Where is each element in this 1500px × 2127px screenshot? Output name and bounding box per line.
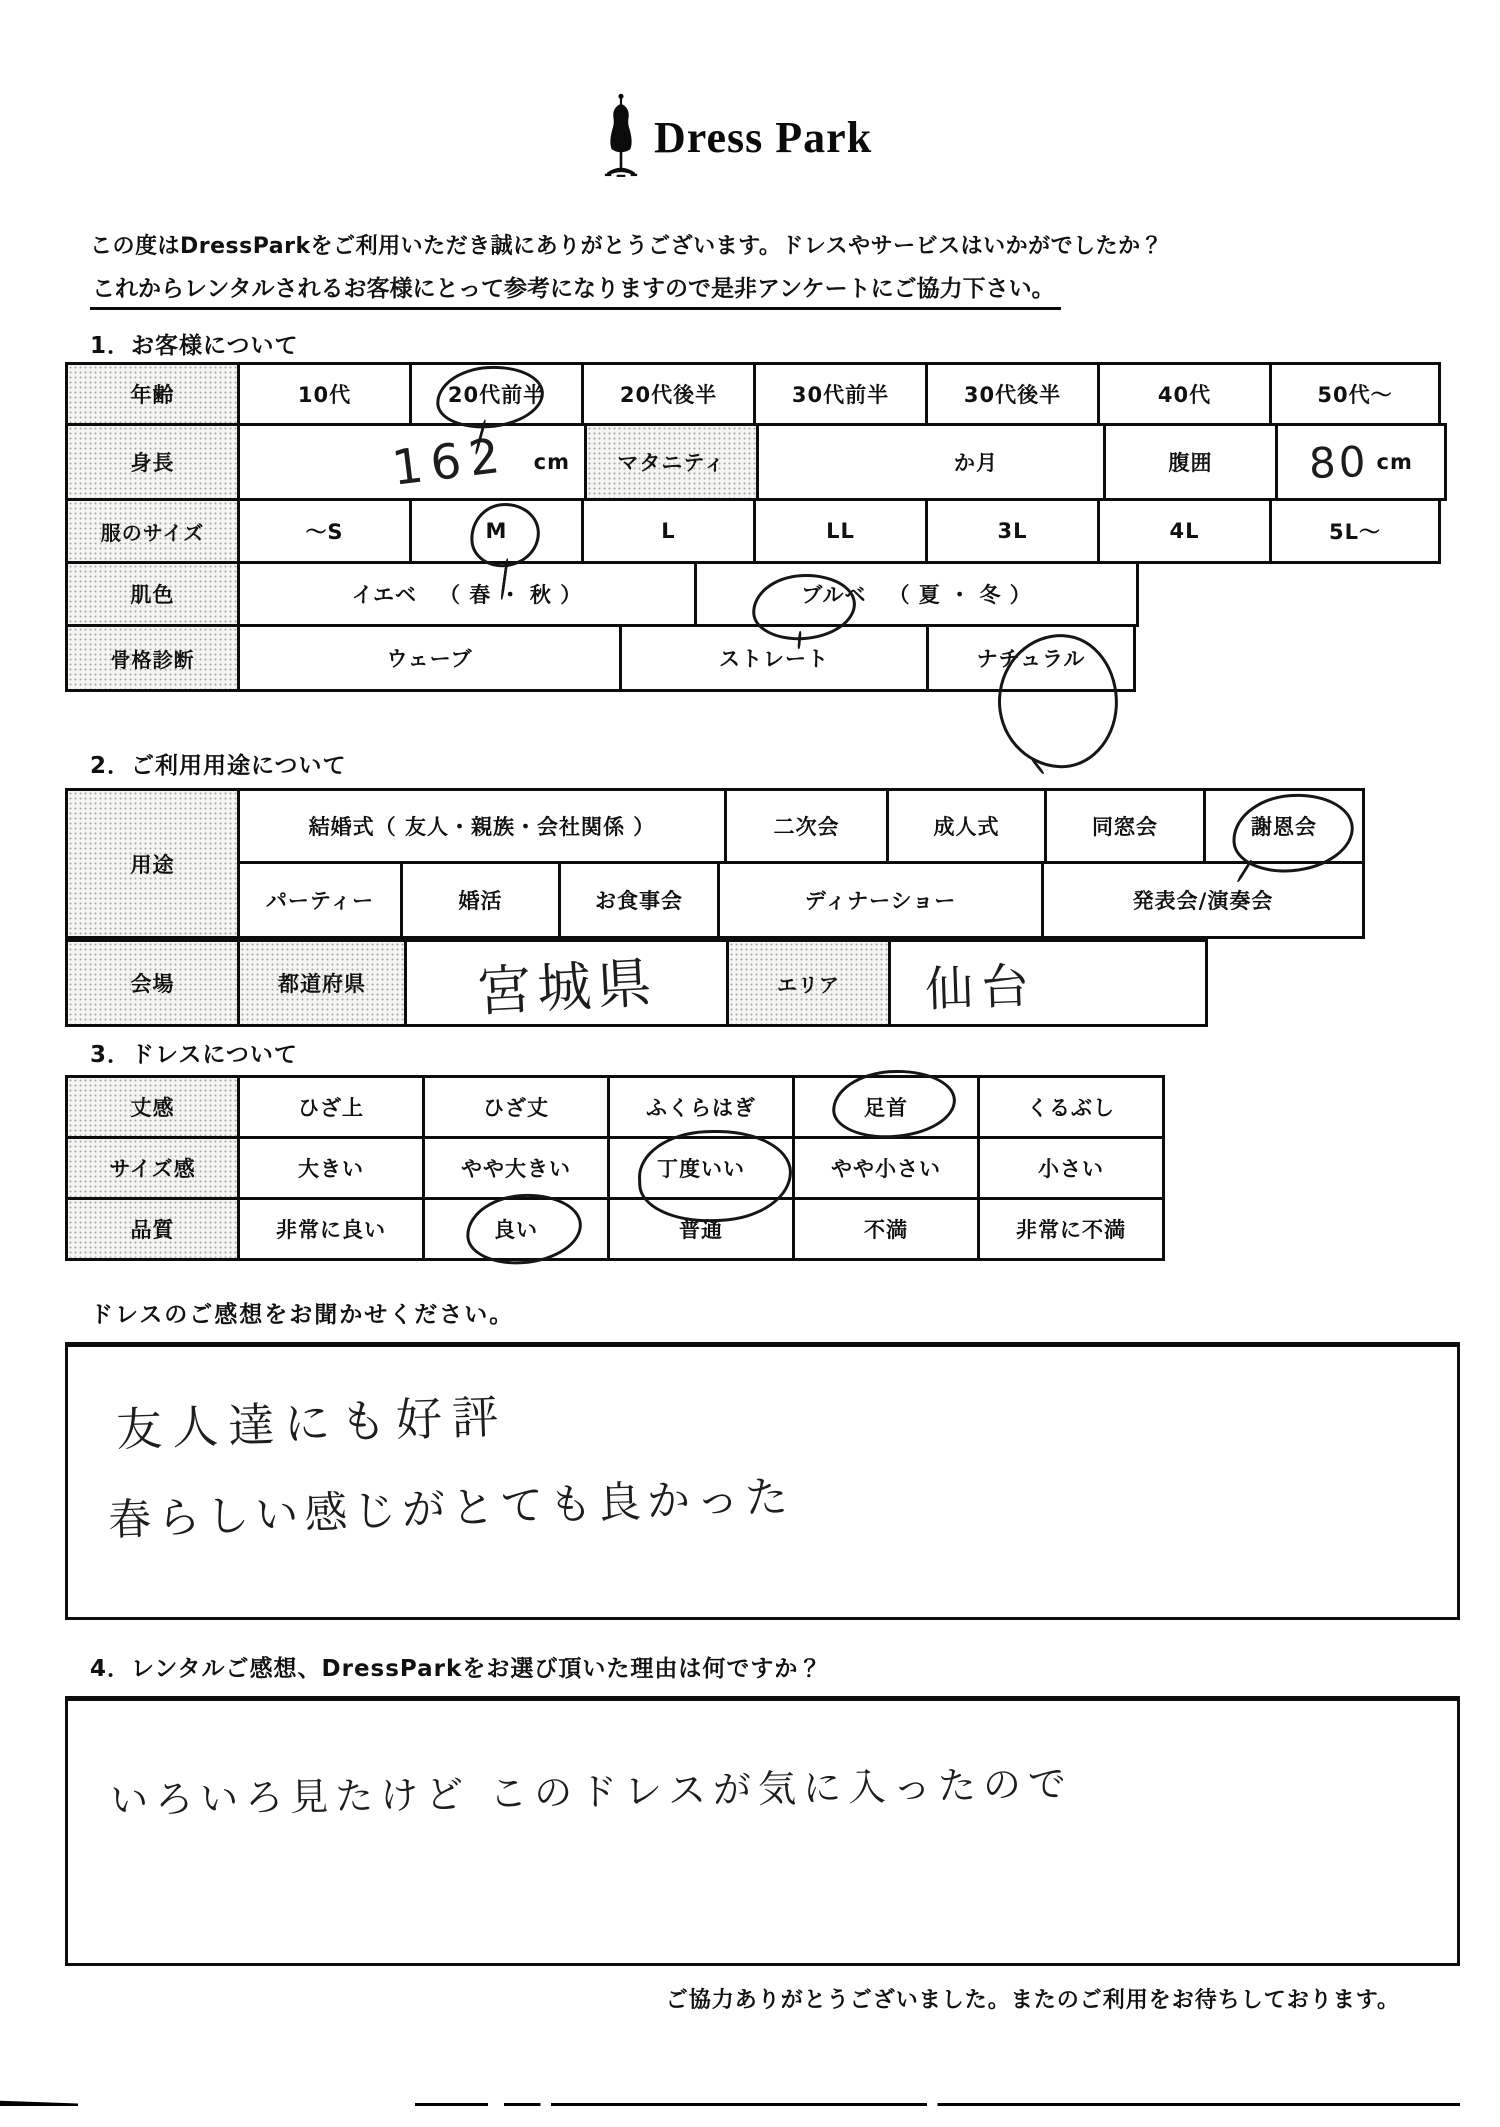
fit-option: やや大きい [422,1136,610,1200]
usage-option-selected: 謝恩会 [1203,788,1365,864]
age-option: 10代 [237,362,412,426]
quality-row-label: 品質 [65,1197,240,1261]
size-row [65,498,1447,564]
usage-option: 成人式 [886,788,1047,864]
scan-artifact-line-bottom [415,2103,1460,2106]
skin-option-name: イエベ [351,583,417,607]
prefecture-handwritten-value: 宮城県 [475,950,659,1024]
section-2-heading: 2．ご利用用途について [90,753,347,779]
length-option: ひざ丈 [422,1075,610,1139]
waist-label: 腹囲 [1103,423,1278,501]
usage-option: 発表会/演奏会 [1041,861,1365,939]
height-row-label: 身長 [65,423,240,501]
venue-label: 会場 [65,939,240,1027]
length-option: くるぶし [977,1075,1165,1139]
fit-option: やや小さい [792,1136,980,1200]
frame-option: ウェーブ [237,624,622,692]
size-option-selected: M [409,498,584,564]
frame-option: ストレート [619,624,929,692]
waist-handwritten-value: 80 [1308,436,1370,488]
quality-option: 非常に良い [237,1197,425,1261]
feedback-handwritten-line-1: 友人達にも好評 [115,1389,509,1457]
frame-option-selected: ナチュラル [926,624,1136,692]
customer-info-table [65,362,1447,692]
size-option: ～S [237,498,412,564]
section-3-heading: 3．ドレスについて [90,1042,298,1068]
skin-option-seasons: （ 春 ・ 秋 ） [438,583,583,607]
age-option: 30代後半 [925,362,1100,426]
selection-circle-frame-natural-tail [1030,757,1045,775]
quality-option: 非常に不満 [977,1197,1165,1261]
area-label: エリア [726,939,891,1027]
usage-option: ディナーショー [717,861,1044,939]
usage-row-2 [237,861,1365,939]
waist-value-cell [1275,423,1447,501]
height-unit: cm [533,450,570,474]
quality-row [65,1197,1165,1261]
usage-option: 二次会 [724,788,889,864]
intro-line-1: この度はDressParkをご利用いただき誠にありがとうございます。ドレスやサービスはいかがでしたか？ [90,234,1164,259]
skin-row [65,561,1447,627]
usage-option: 婚活 [400,861,561,939]
age-row [65,362,1447,426]
skin-option-seasons: （ 夏 ・ 冬 ） [888,583,1032,607]
size-option: LL [753,498,928,564]
height-value-cell [237,423,587,501]
footer-thanks: ご協力ありがとうございました。またのご利用をお待ちしております。 [665,1988,1400,2013]
frame-row [65,624,1447,692]
prefecture-label: 都道府県 [237,939,407,1027]
usage-option: パーティー [237,861,403,939]
fit-row [65,1136,1165,1200]
skin-option-blue-selected [694,561,1139,627]
age-option: 40代 [1097,362,1272,426]
length-row [65,1075,1165,1139]
usage-option: 同窓会 [1044,788,1206,864]
brand-logo [598,92,872,182]
feedback-handwritten-line-2: 春らしい感じがとても良かった [107,1472,795,1546]
brand-name: Dress Park [654,112,873,162]
usage-label: 用途 [65,788,240,939]
fit-option: 小さい [977,1136,1165,1200]
skin-option-yellow [237,561,697,627]
fit-option-selected: 丁度いい [607,1136,795,1200]
frame-row-label: 骨格診断 [65,624,240,692]
size-option: 4L [1097,498,1272,564]
height-handwritten-value: 162 [389,427,511,497]
quality-option: 不満 [792,1197,980,1261]
size-row-label: 服のサイズ [65,498,240,564]
usage-option: 結婚式（ 友人・親族・会社関係 ） [237,788,727,864]
length-option-selected: 足首 [792,1075,980,1139]
scan-artifact-line-left [0,2098,78,2106]
quality-option-selected: 良い [422,1197,610,1261]
fit-row-label: サイズ感 [65,1136,240,1200]
dress-feedback-prompt: ドレスのご感想をお聞かせください。 [90,1302,515,1328]
section-1-heading: 1．お客様について [90,333,299,359]
age-row-label: 年齢 [65,362,240,426]
dress-table [65,1075,1165,1261]
age-option-selected: 20代前半 [409,362,584,426]
age-option: 20代後半 [581,362,756,426]
reason-handwritten-answer: いろいろ見たけど このドレスが気に入ったので [109,1761,1074,1823]
maternity-months-cell: か月 [756,423,1106,501]
age-option: 50代～ [1269,362,1441,426]
prefecture-value-cell [404,939,729,1027]
size-option: 3L [925,498,1100,564]
age-option: 30代前半 [753,362,928,426]
maternity-label: マタニティ [584,423,759,501]
quality-option: 普通 [607,1197,795,1261]
rental-reason-box [65,1696,1460,1966]
area-value-cell [888,939,1208,1027]
length-option: ふくらはぎ [607,1075,795,1139]
usage-option: お食事会 [558,861,720,939]
usage-table [65,788,1365,1027]
skin-row-label: 肌色 [65,561,240,627]
dress-feedback-box [65,1342,1460,1620]
usage-row-1 [237,788,1365,864]
size-option: 5L～ [1269,498,1441,564]
dress-mannequin-icon [598,92,644,182]
section-4-heading: 4．レンタルご感想、DressParkをお選び頂いた理由は何ですか？ [90,1656,823,1682]
intro-line-2: これからレンタルされるお客様にとって参考になりますので是非アンケートにご協力下さい。 [90,270,1061,310]
size-option: L [581,498,756,564]
area-handwritten-value: 仙台 [924,957,1039,1018]
waist-unit: cm [1376,450,1413,474]
length-row-label: 丈感 [65,1075,240,1139]
height-row [65,423,1447,501]
fit-option: 大きい [237,1136,425,1200]
skin-option-name: ブルベ [801,583,867,607]
length-option: ひざ上 [237,1075,425,1139]
venue-row [65,939,1365,1027]
